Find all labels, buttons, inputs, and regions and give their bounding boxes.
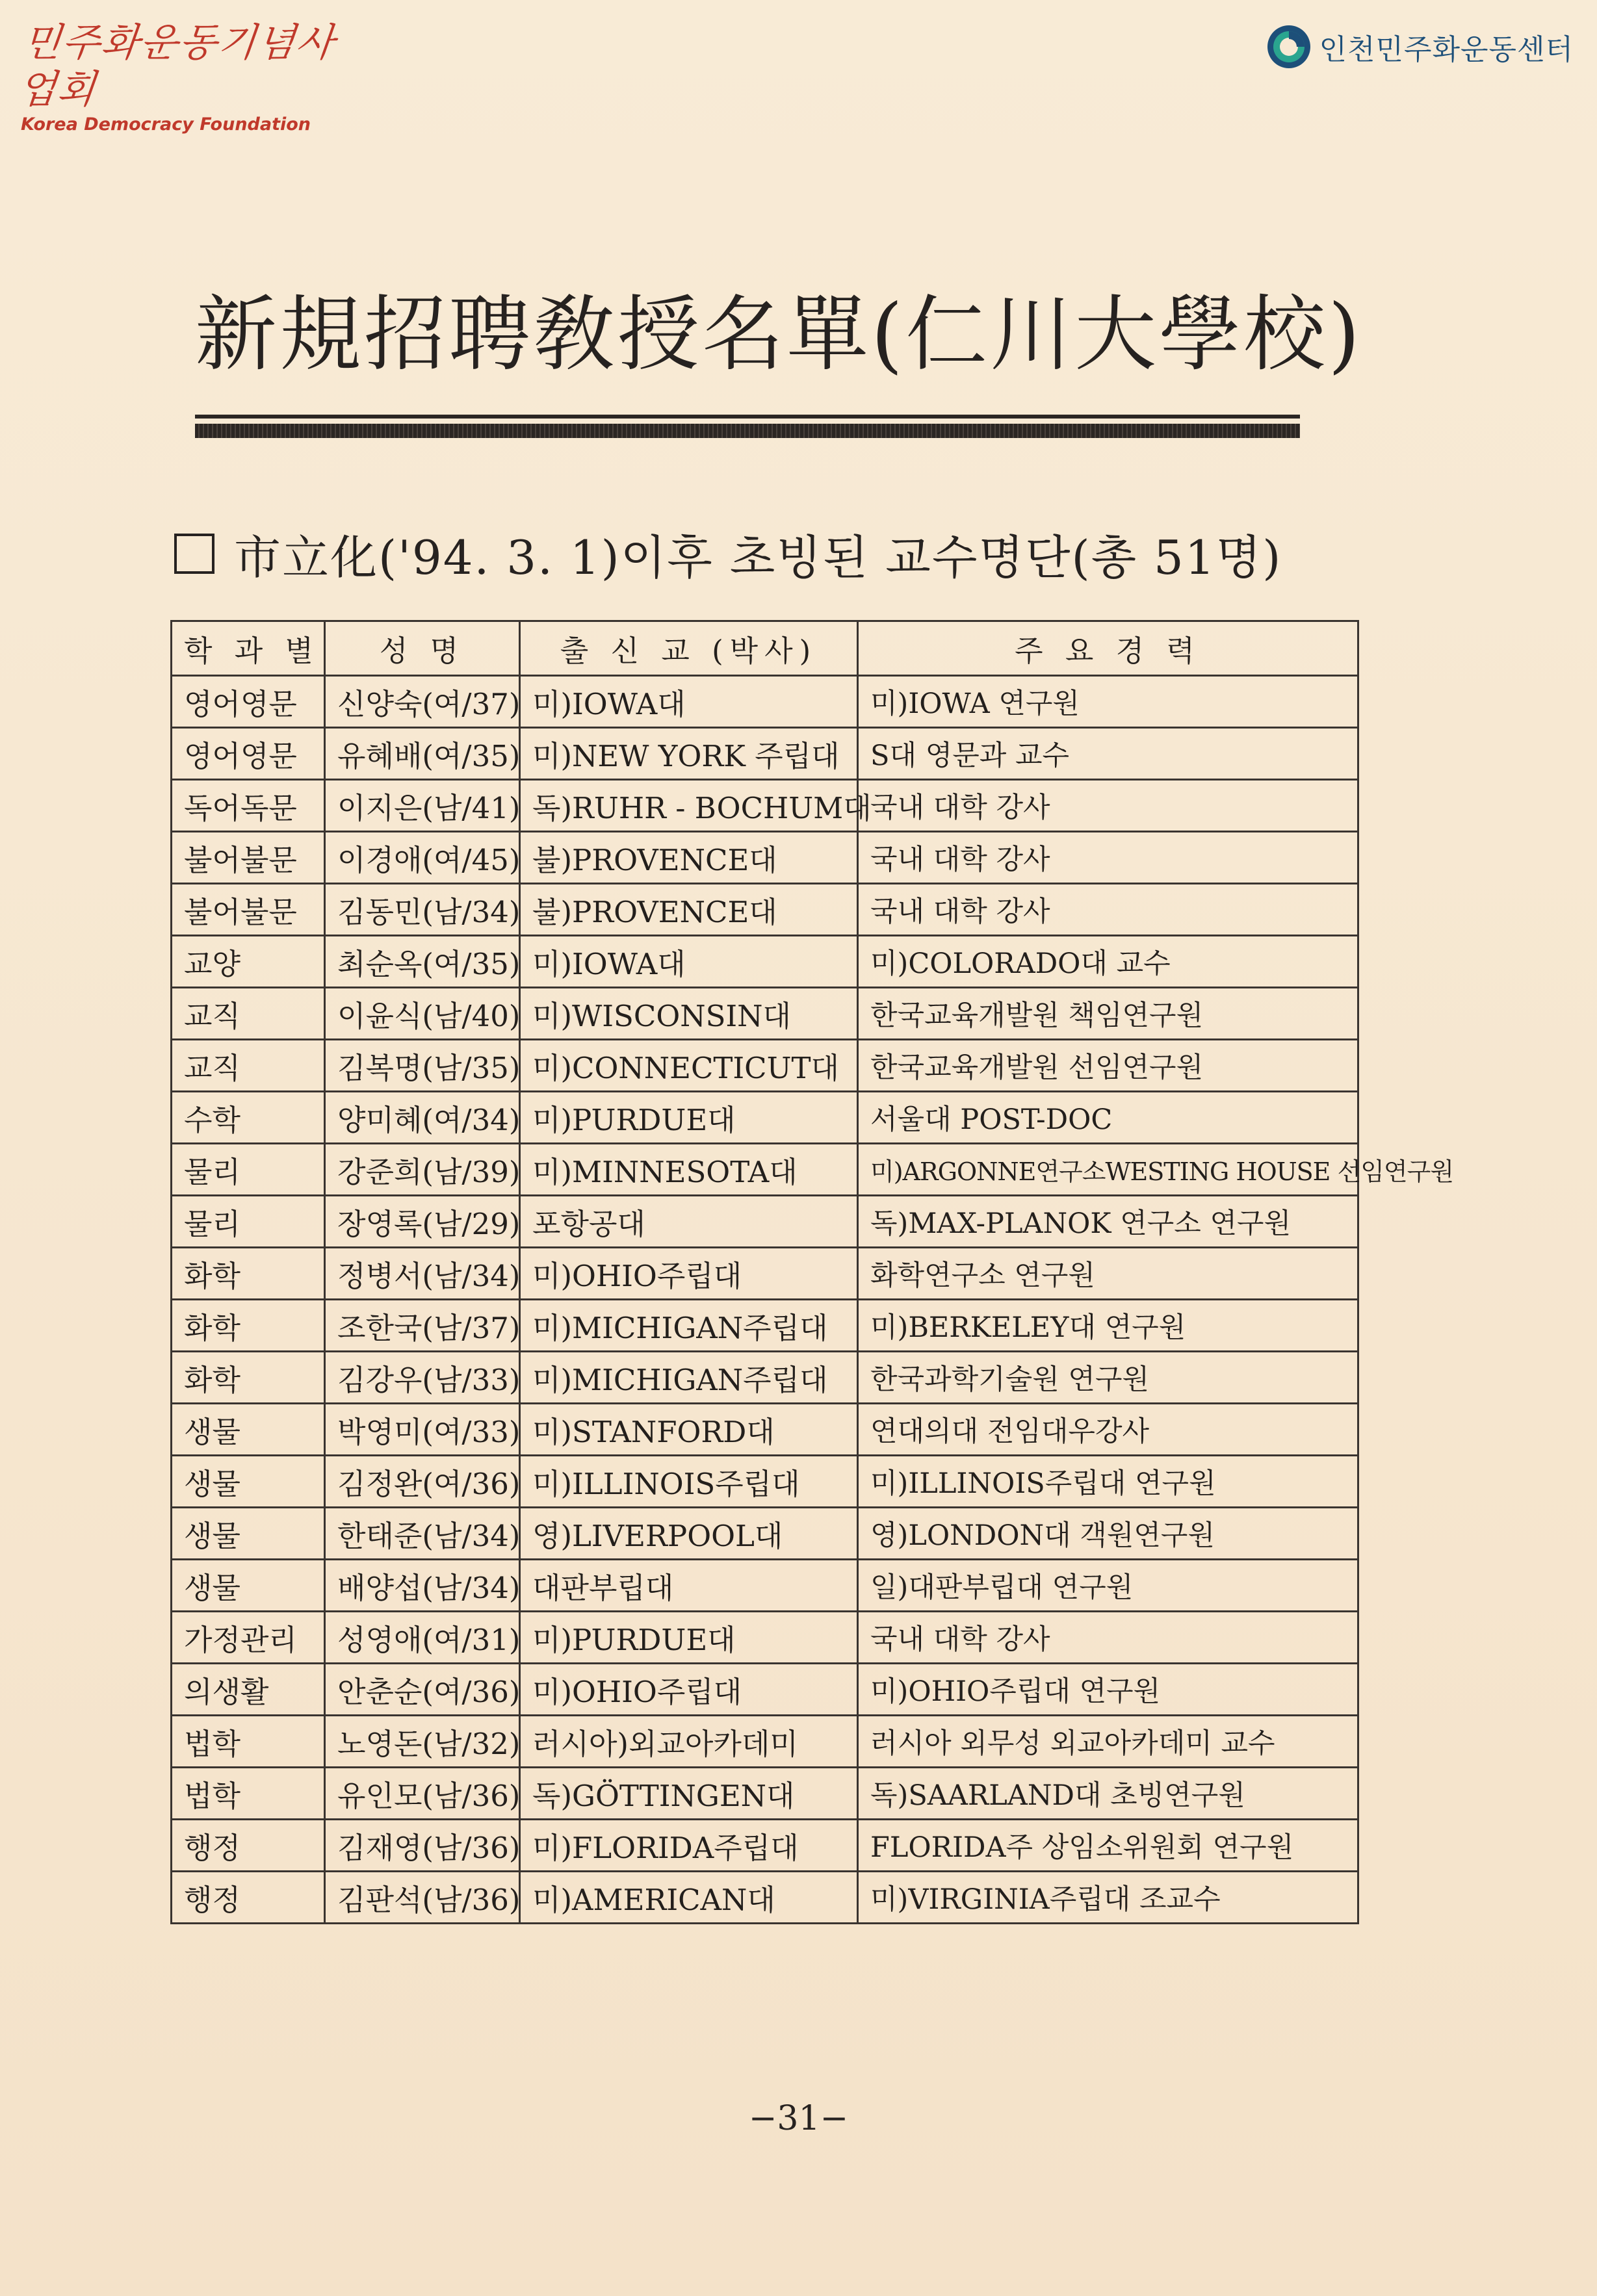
school-cell: 미)WISCONSIN대 bbox=[520, 988, 858, 1040]
career-cell: S대 영문과 교수 bbox=[858, 728, 1358, 780]
school-cell: 미)ILLINOIS주립대 bbox=[520, 1456, 858, 1508]
table-row bbox=[172, 1300, 1358, 1352]
name-cell: 정병서(남/34) bbox=[325, 1248, 520, 1300]
column-header-name: 성 명 bbox=[325, 621, 520, 676]
career-cell: 미)ILLINOIS주립대 연구원 bbox=[858, 1456, 1358, 1508]
school-cell: 러시아)외교아카데미 bbox=[520, 1716, 858, 1768]
department-cell: 수학 bbox=[172, 1092, 325, 1144]
department-cell: 불어불문 bbox=[172, 884, 325, 936]
incheon-center-logo bbox=[1266, 23, 1574, 70]
table-row bbox=[172, 1872, 1358, 1924]
school-cell: 미)FLORIDA주립대 bbox=[520, 1820, 858, 1872]
school-cell: 미)CONNECTICUT대 bbox=[520, 1040, 858, 1092]
career-cell: 독)SAARLAND대 초빙연구원 bbox=[858, 1768, 1358, 1820]
name-cell: 박영미(여/33) bbox=[325, 1404, 520, 1456]
table-row bbox=[172, 1612, 1358, 1664]
school-cell: 미)IOWA대 bbox=[520, 676, 858, 728]
name-cell: 김판석(남/36) bbox=[325, 1872, 520, 1924]
name-cell: 이경애(여/45) bbox=[325, 832, 520, 884]
table-row bbox=[172, 676, 1358, 728]
name-cell: 장영록(남/29) bbox=[325, 1196, 520, 1248]
school-cell: 독)GÖTTINGEN대 bbox=[520, 1768, 858, 1820]
career-cell: 미)ARGONNE연구소WESTING HOUSE 선임연구원 bbox=[858, 1144, 1358, 1196]
career-cell: 미)BERKELEY대 연구원 bbox=[858, 1300, 1358, 1352]
career-cell: 국내 대학 강사 bbox=[858, 832, 1358, 884]
kdf-logo-korean: 민주화운동기념사업회 bbox=[16, 20, 338, 112]
department-cell: 영어영문 bbox=[172, 728, 325, 780]
school-cell: 미)MICHIGAN주립대 bbox=[520, 1352, 858, 1404]
column-header-career: 주 요 경 력 bbox=[858, 621, 1358, 676]
table-row bbox=[172, 1144, 1358, 1196]
department-cell: 법학 bbox=[172, 1768, 325, 1820]
school-cell: 미)MICHIGAN주립대 bbox=[520, 1300, 858, 1352]
school-cell: 미)IOWA대 bbox=[520, 936, 858, 988]
name-cell: 성영애(여/31) bbox=[325, 1612, 520, 1664]
career-cell: 독)MAX-PLANOK 연구소 연구원 bbox=[858, 1196, 1358, 1248]
name-cell: 김정완(여/36) bbox=[325, 1456, 520, 1508]
department-cell: 교양 bbox=[172, 936, 325, 988]
name-cell: 최순옥(여/35) bbox=[325, 936, 520, 988]
department-cell: 가정관리 bbox=[172, 1612, 325, 1664]
table-row bbox=[172, 988, 1358, 1040]
table-row bbox=[172, 936, 1358, 988]
section-heading-text: 市立化('94. 3. 1)이후 초빙된 교수명단(총 51명) bbox=[234, 530, 1282, 585]
department-cell: 물리 bbox=[172, 1196, 325, 1248]
department-cell: 화학 bbox=[172, 1352, 325, 1404]
page-number: −31− bbox=[748, 2099, 849, 2138]
name-cell: 강준희(남/39) bbox=[325, 1144, 520, 1196]
page-title: 新規招聘敎授名單(仁川大學校) bbox=[195, 287, 1363, 382]
department-cell: 행정 bbox=[172, 1872, 325, 1924]
table-row bbox=[172, 1820, 1358, 1872]
school-cell: 미)MINNESOTA대 bbox=[520, 1144, 858, 1196]
department-cell: 교직 bbox=[172, 1040, 325, 1092]
name-cell: 이지은(남/41) bbox=[325, 780, 520, 832]
career-cell: 미)OHIO주립대 연구원 bbox=[858, 1664, 1358, 1716]
department-cell: 화학 bbox=[172, 1300, 325, 1352]
name-cell: 김복명(남/35) bbox=[325, 1040, 520, 1092]
department-cell: 교직 bbox=[172, 988, 325, 1040]
department-cell: 행정 bbox=[172, 1820, 325, 1872]
name-cell: 양미혜(여/34) bbox=[325, 1092, 520, 1144]
table-row bbox=[172, 1248, 1358, 1300]
name-cell: 유인모(남/36) bbox=[325, 1768, 520, 1820]
table-row bbox=[172, 1404, 1358, 1456]
department-cell: 생물 bbox=[172, 1508, 325, 1560]
career-cell: 국내 대학 강사 bbox=[858, 1612, 1358, 1664]
school-cell: 불)PROVENCE대 bbox=[520, 832, 858, 884]
school-cell: 대판부립대 bbox=[520, 1560, 858, 1612]
department-cell: 법학 bbox=[172, 1716, 325, 1768]
faculty-table bbox=[170, 620, 1454, 1924]
table-body bbox=[172, 676, 1454, 1924]
name-cell: 신양숙(여/37) bbox=[325, 676, 520, 728]
section-heading bbox=[174, 520, 1282, 587]
school-cell: 미)PURDUE대 bbox=[520, 1092, 858, 1144]
name-cell: 김동민(남/34) bbox=[325, 884, 520, 936]
career-cell: 미)VIRGINIA주립대 조교수 bbox=[858, 1872, 1358, 1924]
emblem-icon bbox=[1266, 23, 1312, 70]
checkbox-square-icon bbox=[174, 534, 214, 574]
table-row bbox=[172, 1716, 1358, 1768]
kdf-logo bbox=[16, 19, 359, 135]
career-cell: 한국교육개발원 선임연구원 bbox=[858, 1040, 1358, 1092]
department-cell: 생물 bbox=[172, 1560, 325, 1612]
school-cell: 포항공대 bbox=[520, 1196, 858, 1248]
school-cell: 불)PROVENCE대 bbox=[520, 884, 858, 936]
table-header-row bbox=[172, 621, 1358, 676]
kdf-logo-english: Korea Democracy Foundation bbox=[21, 114, 311, 135]
table-row bbox=[172, 884, 1358, 936]
name-cell: 노영돈(남/32) bbox=[325, 1716, 520, 1768]
department-cell: 독어독문 bbox=[172, 780, 325, 832]
name-cell: 이윤식(남/40) bbox=[325, 988, 520, 1040]
school-cell: 미)OHIO주립대 bbox=[520, 1248, 858, 1300]
school-cell: 미)PURDUE대 bbox=[520, 1612, 858, 1664]
career-cell: 일)대판부립대 연구원 bbox=[858, 1560, 1358, 1612]
title-rule-thick bbox=[195, 424, 1300, 438]
name-cell: 유혜배(여/35) bbox=[325, 728, 520, 780]
career-cell: 국내 대학 강사 bbox=[858, 780, 1358, 832]
school-cell: 미)NEW YORK 주립대 bbox=[520, 728, 858, 780]
career-cell: 미)IOWA 연구원 bbox=[858, 676, 1358, 728]
department-cell: 의생활 bbox=[172, 1664, 325, 1716]
table-row bbox=[172, 1040, 1358, 1092]
name-cell: 김강우(남/33) bbox=[325, 1352, 520, 1404]
table-row bbox=[172, 1092, 1358, 1144]
incheon-center-label: 인천민주화운동센터 bbox=[1319, 33, 1574, 66]
career-cell: 러시아 외무성 외교아카데미 교수 bbox=[858, 1716, 1358, 1768]
career-cell: 연대의대 전임대우강사 bbox=[858, 1404, 1358, 1456]
column-header-department: 학 과 별 bbox=[172, 621, 325, 676]
department-cell: 화학 bbox=[172, 1248, 325, 1300]
title-rule bbox=[195, 415, 1300, 419]
department-cell: 물리 bbox=[172, 1144, 325, 1196]
table-row bbox=[172, 1196, 1358, 1248]
table-row bbox=[172, 1768, 1358, 1820]
department-cell: 불어불문 bbox=[172, 832, 325, 884]
career-cell: FLORIDA주 상임소위원회 연구원 bbox=[858, 1820, 1358, 1872]
career-cell: 화학연구소 연구원 bbox=[858, 1248, 1358, 1300]
column-header-school: 출 신 교 (박사) bbox=[520, 621, 858, 676]
school-cell: 독)RUHR - BOCHUM대 bbox=[520, 780, 858, 832]
table-row bbox=[172, 1456, 1358, 1508]
table-row bbox=[172, 1352, 1358, 1404]
table-row bbox=[172, 1664, 1358, 1716]
table-row bbox=[172, 780, 1358, 832]
career-cell: 미)COLORADO대 교수 bbox=[858, 936, 1358, 988]
table-row bbox=[172, 728, 1358, 780]
table-row bbox=[172, 1560, 1358, 1612]
table-row bbox=[172, 832, 1358, 884]
school-cell: 미)STANFORD대 bbox=[520, 1404, 858, 1456]
career-cell: 서울대 POST-DOC bbox=[858, 1092, 1358, 1144]
name-cell: 조한국(남/37) bbox=[325, 1300, 520, 1352]
department-cell: 생물 bbox=[172, 1456, 325, 1508]
career-cell: 한국과학기술원 연구원 bbox=[858, 1352, 1358, 1404]
school-cell: 미)OHIO주립대 bbox=[520, 1664, 858, 1716]
table-row bbox=[172, 1508, 1358, 1560]
name-cell: 한태준(남/34) bbox=[325, 1508, 520, 1560]
career-cell: 영)LONDON대 객원연구원 bbox=[858, 1508, 1358, 1560]
school-cell: 영)LIVERPOOL대 bbox=[520, 1508, 858, 1560]
name-cell: 김재영(남/36) bbox=[325, 1820, 520, 1872]
school-cell: 미)AMERICAN대 bbox=[520, 1872, 858, 1924]
department-cell: 영어영문 bbox=[172, 676, 325, 728]
career-cell: 국내 대학 강사 bbox=[858, 884, 1358, 936]
name-cell: 안춘순(여/36) bbox=[325, 1664, 520, 1716]
department-cell: 생물 bbox=[172, 1404, 325, 1456]
career-cell: 한국교육개발원 책임연구원 bbox=[858, 988, 1358, 1040]
name-cell: 배양섭(남/34) bbox=[325, 1560, 520, 1612]
